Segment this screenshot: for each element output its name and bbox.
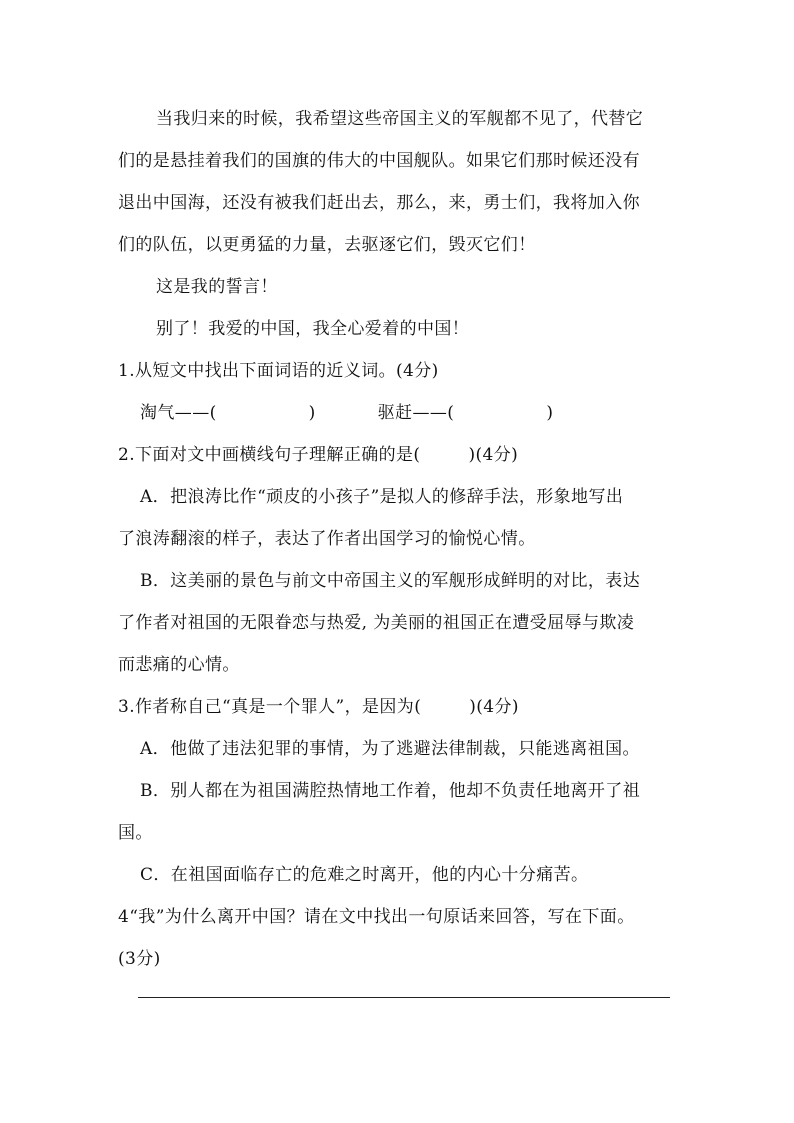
q3-option-b: B．别人都在为祖国满腔热情地工作着，他却不负责任地离开了祖 [140, 781, 641, 801]
passage-line: 当我归来的时候，我希望这些帝国主义的军舰都不见了，代替它 [156, 109, 644, 129]
passage-line: 退出中国海，还没有被我们赶出去，那么，来，勇士们，我将加入你 [118, 193, 640, 213]
q2-stem-prefix: 2.下面对文中画横线句子理解正确的是( [118, 445, 421, 465]
passage-line: 这是我的誓言！ [156, 277, 278, 297]
q4-answer-line[interactable] [138, 997, 670, 998]
q3-stem-prefix: 3.作者称自己“真是一个罪人”，是因为( [118, 697, 422, 717]
q1-item2-prefix: 驱赶——( [377, 403, 455, 423]
q2-option-b-cont: 而悲痛的心情。 [118, 655, 240, 675]
passage-line: 别了！我爱的中国，我全心爱着的中国！ [156, 319, 470, 339]
q2-stem-suffix: )(4分) [468, 445, 519, 465]
passage-line: 们的队伍，以更勇猛的力量，去驱逐它们，毁灭它们！ [118, 235, 536, 255]
q2-option-b: B．这美丽的景色与前文中帝国主义的军舰形成鲜明的对比，表达 [140, 571, 641, 591]
q3-option-c: C．在祖国面临存亡的危难之时离开，他的内心十分痛苦。 [140, 865, 589, 885]
q1-item1-prefix: 淘气——( [140, 403, 217, 423]
q3-option-b-cont: 国。 [118, 823, 153, 843]
question-3-stem [118, 686, 678, 728]
question-4-stem: 4“我”为什么离开中国？请在文中找出一句原话来回答，写在下面。 [118, 907, 635, 927]
passage-line: 们的是悬挂着我们的国旗的伟大的中国舰队。如果它们那时候还没有 [118, 151, 640, 171]
q2-option-b-cont: 了作者对祖国的无限眷恋与热爱, 为美丽的祖国正在遭受屈辱与欺凌 [118, 613, 635, 633]
q1-item1-suffix: ) [308, 403, 316, 423]
q3-stem-suffix: )(4分) [469, 697, 519, 717]
question-1-items [118, 392, 678, 434]
q3-option-a: A．他做了违法犯罪的事情，为了逃避法律制裁，只能逃离祖国。 [140, 739, 640, 759]
q2-option-a: A．把浪涛比作“顽皮的小孩子”是拟人的修辞手法，形象地写出 [140, 487, 624, 507]
question-1-stem: 1.从短文中找出下面词语的近义词。(4分) [118, 361, 439, 381]
question-2-stem [118, 434, 678, 476]
exam-page [118, 98, 678, 980]
q2-option-a-cont: 了浪涛翻滚的样子，表达了作者出国学习的愉悦心情。 [118, 529, 536, 549]
q1-item2-suffix: ) [546, 403, 554, 423]
question-4-score: (3分) [118, 949, 161, 969]
